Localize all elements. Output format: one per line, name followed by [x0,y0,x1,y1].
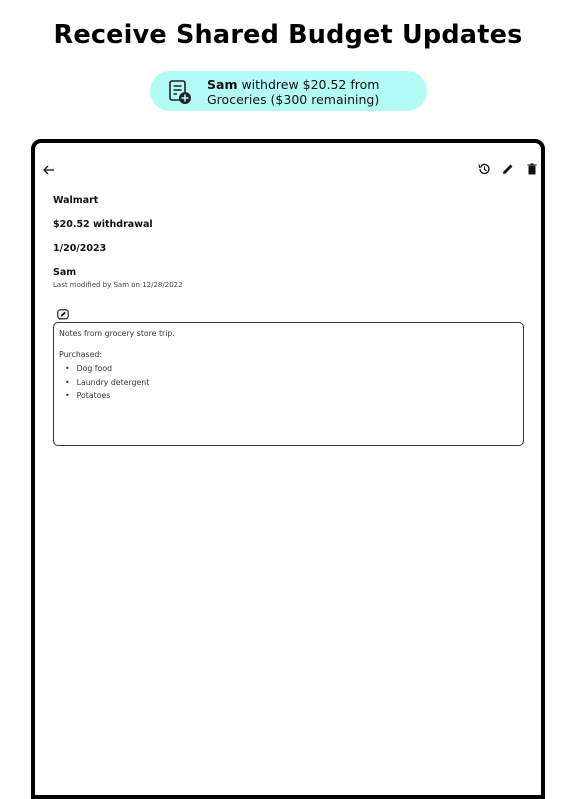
history-icon[interactable] [477,162,491,176]
last-modified-text: Last modified by Sam on 12/28/2022 [53,281,183,289]
notes-box[interactable] [53,322,524,446]
merchant-name: Walmart [53,195,99,206]
transaction-date: 1/20/2023 [53,243,107,254]
pencil-icon[interactable] [501,162,515,176]
notification-text [207,77,379,107]
notification-banner[interactable] [150,71,427,111]
receipt-add-icon [168,79,192,105]
notes-intro: Notes from grocery store trip. [59,329,175,338]
notification-user: Sam [207,77,238,92]
list-item: • Laundry detergent [65,377,518,388]
device-frame [31,139,545,799]
edit-note-icon [57,309,69,321]
list-item: • Potatoes [65,390,518,401]
list-item: • Dog food [65,363,518,374]
transaction-amount: $20.52 withdrawal [53,219,153,230]
top-toolbar [35,143,541,189]
notes-item-list [59,363,518,401]
page-headline: Receive Shared Budget Updates [53,20,523,50]
notification-message-line1: withdrew $20.52 from [237,77,380,92]
transaction-user: Sam [53,267,77,278]
notification-message-line2: Groceries ($300 remaining) [207,92,380,107]
trash-icon[interactable] [525,162,539,176]
arrow-left-icon[interactable] [42,163,56,177]
notes-purchased-label: Purchased: [59,350,102,359]
